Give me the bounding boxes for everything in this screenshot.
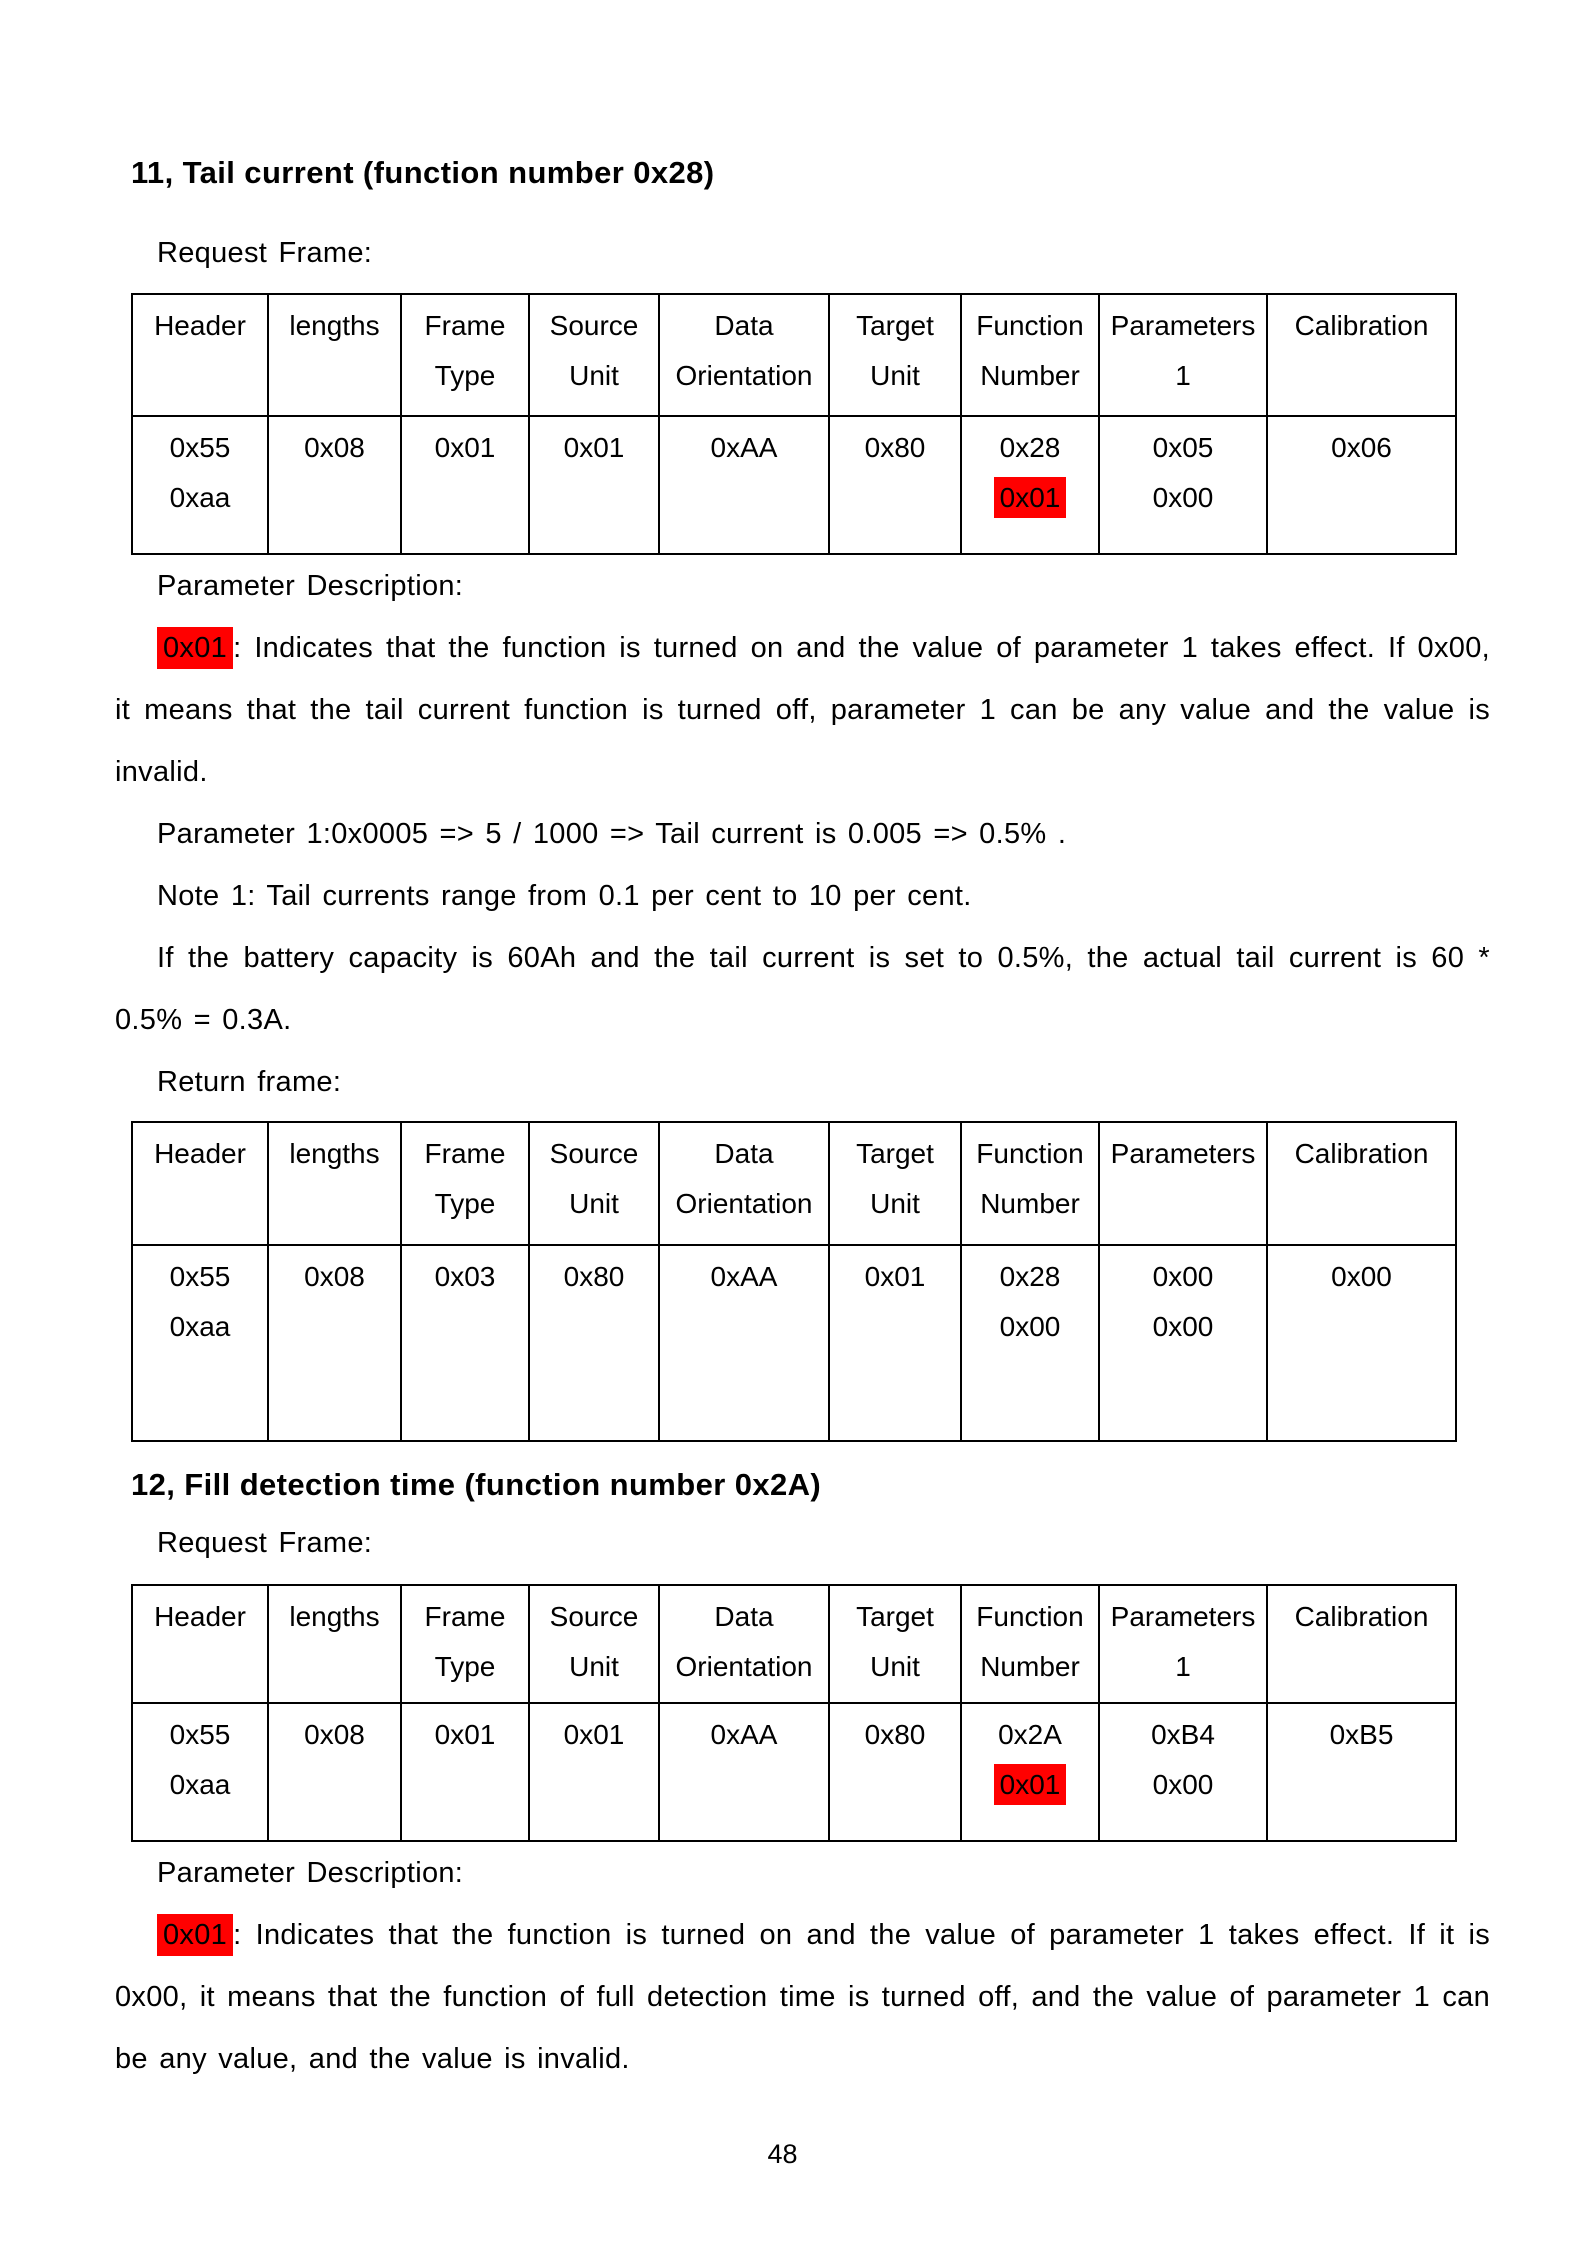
header-cell [268, 294, 401, 416]
header-cell [401, 294, 529, 416]
header-cell [829, 1585, 961, 1703]
section-11-heading: 11, Tail current (function number 0x28) [131, 155, 715, 190]
value-cell [401, 1703, 529, 1841]
cell-line: 0x08 [304, 1261, 365, 1292]
cell-line: Data [714, 1601, 774, 1632]
cell-line: 0x00 [1152, 1769, 1214, 1800]
table-value-row [132, 416, 1456, 554]
value-cell [529, 1703, 659, 1841]
header-cell [1267, 1585, 1456, 1703]
cell-line: Number [980, 360, 1080, 391]
cell-line: Function [976, 310, 1084, 341]
parameter-description-paragraph-12 [115, 1904, 1490, 2090]
cell-line: 0x01 [864, 1261, 926, 1292]
cell-line [966, 473, 1094, 523]
value-cell [659, 1703, 829, 1841]
cell-line: Unit [569, 360, 619, 391]
cell-line: 0x55 [169, 1719, 231, 1750]
cell-line: 0x06 [1331, 432, 1392, 463]
value-cell [529, 416, 659, 554]
table-header-row [132, 294, 1456, 416]
cell-line: 0x01 [434, 1719, 496, 1750]
cell-line: Calibration [1294, 310, 1429, 341]
cell-line: 0xB5 [1329, 1719, 1394, 1750]
header-cell [961, 1122, 1099, 1245]
cell-line: Parameters [1110, 310, 1256, 341]
cell-line: Parameters [1110, 1138, 1256, 1169]
cell-line: Frame [424, 310, 506, 341]
table-header-row [132, 1122, 1456, 1245]
cell-line: Type [434, 1188, 496, 1219]
cell-line: Header [154, 1138, 246, 1169]
cell-line: Data [714, 310, 774, 341]
paragraph-text: : Indicates that the function is turned on and the value of parameter 1 takes effect. If 0x00, it means that the tail current function is turned off, parameter 1 can be any value and the value is invalid. [115, 632, 1490, 788]
cell-line: Parameters [1110, 1601, 1256, 1632]
header-cell [1099, 1122, 1267, 1245]
value-cell [1099, 1245, 1267, 1441]
header-cell [268, 1585, 401, 1703]
cell-line: 0x03 [434, 1261, 496, 1292]
header-cell [659, 1122, 829, 1245]
parameter-description-label-11: Parameter Description: [157, 570, 464, 602]
cell-line: Number [980, 1188, 1080, 1219]
cell-line: lengths [289, 1138, 380, 1169]
cell-line: 0x55 [169, 432, 231, 463]
header-cell [132, 294, 268, 416]
request-frame-label-12: Request Frame: [157, 1527, 373, 1559]
header-cell [132, 1122, 268, 1245]
cell-line: 0xaa [169, 1769, 231, 1800]
page-number: 48 [767, 2139, 798, 2169]
cell-line: 0x80 [563, 1261, 625, 1292]
cell-line: 0x00 [1331, 1261, 1392, 1292]
return-frame-label-11: Return frame: [157, 1066, 342, 1098]
cell-line: Data [714, 1138, 774, 1169]
section-12-heading: 12, Fill detection time (function number 0x2A) [131, 1467, 822, 1502]
cell-line: Unit [569, 1188, 619, 1219]
value-cell [268, 1703, 401, 1841]
cell-line: Unit [870, 1651, 920, 1682]
highlighted-byte: 0x01 [994, 477, 1067, 518]
cell-line: 0x55 [169, 1261, 231, 1292]
table-header-row [132, 1585, 1456, 1703]
cell-line: 0x80 [864, 432, 926, 463]
cell-line: Target [856, 1138, 934, 1169]
cell-line: Function [976, 1601, 1084, 1632]
request-frame-label-11: Request Frame: [157, 237, 373, 269]
cell-line: Function [976, 1138, 1084, 1169]
cell-line: 0xAA [710, 432, 778, 463]
battery-example-paragraph: If the battery capacity is 60Ah and the tail current is set to 0.5%, the actual tail current is 60 * 0.5% = 0.3A. [115, 942, 1490, 1036]
cell-line: Source [549, 1138, 639, 1169]
value-cell [829, 416, 961, 554]
cell-line: 0x00 [999, 1311, 1061, 1342]
header-cell [829, 294, 961, 416]
cell-line: Orientation [675, 360, 813, 391]
value-cell [401, 416, 529, 554]
highlighted-byte: 0x01 [994, 1764, 1067, 1805]
parameter-description-paragraph-11 [115, 617, 1490, 803]
cell-line: Type [434, 360, 496, 391]
parameter-description-label-12: Parameter Description: [157, 1857, 464, 1889]
cell-line: 0x00 [1152, 1311, 1214, 1342]
value-cell [268, 1245, 401, 1441]
cell-line: Source [549, 1601, 639, 1632]
header-cell [1267, 294, 1456, 416]
cell-line: 0xAA [710, 1719, 778, 1750]
cell-line: 0x05 [1152, 432, 1214, 463]
value-cell [401, 1245, 529, 1441]
cell-line: 0x08 [304, 1719, 365, 1750]
cell-line: 0x80 [864, 1719, 926, 1750]
note1-line: Note 1: Tail currents range from 0.1 per cent to 10 per cent. [157, 880, 972, 912]
cell-line: 0xB4 [1151, 1719, 1215, 1750]
parameter1-line: Parameter 1:0x0005 => 5 / 1000 => Tail current is 0.005 => 0.5% . [157, 818, 1067, 850]
cell-line: 0x28 [999, 432, 1061, 463]
cell-line: Header [154, 1601, 246, 1632]
cell-line: lengths [289, 310, 380, 341]
table-value-row [132, 1703, 1456, 1841]
cell-line: 0xAA [710, 1261, 778, 1292]
table-value-row [132, 1245, 1456, 1441]
cell-line: Frame [424, 1601, 506, 1632]
cell-line: Number [980, 1651, 1080, 1682]
header-cell [659, 294, 829, 416]
value-cell [961, 1703, 1099, 1841]
cell-line: 0x00 [1152, 482, 1214, 513]
value-cell [132, 1703, 268, 1841]
cell-line: Unit [870, 1188, 920, 1219]
cell-line: Orientation [675, 1188, 813, 1219]
cell-line: 0x28 [999, 1261, 1061, 1292]
request-frame-table-11 [131, 293, 1457, 555]
cell-line: Source [549, 310, 639, 341]
value-cell [961, 416, 1099, 554]
header-cell [268, 1122, 401, 1245]
header-cell [659, 1585, 829, 1703]
value-cell [829, 1703, 961, 1841]
cell-line: 0x00 [1152, 1261, 1214, 1292]
value-cell [1267, 1703, 1456, 1841]
cell-line: Orientation [675, 1651, 813, 1682]
value-cell [1267, 416, 1456, 554]
cell-line [966, 1760, 1094, 1810]
header-cell [961, 1585, 1099, 1703]
highlighted-text: 0x01 [157, 1914, 233, 1956]
cell-line: lengths [289, 1601, 380, 1632]
cell-line: 0x01 [563, 432, 625, 463]
cell-line: 0xaa [169, 1311, 231, 1342]
cell-line: 0x2A [998, 1719, 1062, 1750]
value-cell [961, 1245, 1099, 1441]
header-cell [529, 294, 659, 416]
header-cell [1099, 294, 1267, 416]
header-cell [529, 1122, 659, 1245]
header-cell [132, 1585, 268, 1703]
cell-line: 1 [1175, 360, 1191, 391]
cell-line: 0x01 [563, 1719, 625, 1750]
cell-line: Frame [424, 1138, 506, 1169]
cell-line: Target [856, 1601, 934, 1632]
header-cell [529, 1585, 659, 1703]
header-cell [1267, 1122, 1456, 1245]
value-cell [659, 1245, 829, 1441]
cell-line: Calibration [1294, 1601, 1429, 1632]
cell-line: 0x01 [434, 432, 496, 463]
header-cell [961, 294, 1099, 416]
cell-line: Calibration [1294, 1138, 1429, 1169]
value-cell [529, 1245, 659, 1441]
request-frame-table-12 [131, 1584, 1457, 1842]
cell-line: Unit [870, 360, 920, 391]
header-cell [401, 1122, 529, 1245]
value-cell [132, 416, 268, 554]
return-frame-table-11 [131, 1121, 1457, 1442]
cell-line: Target [856, 310, 934, 341]
cell-line: 1 [1175, 1651, 1191, 1682]
value-cell [1099, 416, 1267, 554]
value-cell [659, 416, 829, 554]
cell-line: 0xaa [169, 482, 231, 513]
highlighted-text: 0x01 [157, 627, 233, 669]
header-cell [829, 1122, 961, 1245]
header-cell [401, 1585, 529, 1703]
value-cell [829, 1245, 961, 1441]
value-cell [268, 416, 401, 554]
paragraph-text: : Indicates that the function is turned on and the value of parameter 1 takes effect. If it is 0x00, it means that the function of full detection time is turned off, and the value of parameter 1 can be any value, and the value is invalid. [115, 1919, 1490, 2075]
value-cell [132, 1245, 268, 1441]
cell-line: Unit [569, 1651, 619, 1682]
cell-line: Header [154, 310, 246, 341]
header-cell [1099, 1585, 1267, 1703]
value-cell [1267, 1245, 1456, 1441]
value-cell [1099, 1703, 1267, 1841]
cell-line: Type [434, 1651, 496, 1682]
cell-line: 0x08 [304, 432, 365, 463]
